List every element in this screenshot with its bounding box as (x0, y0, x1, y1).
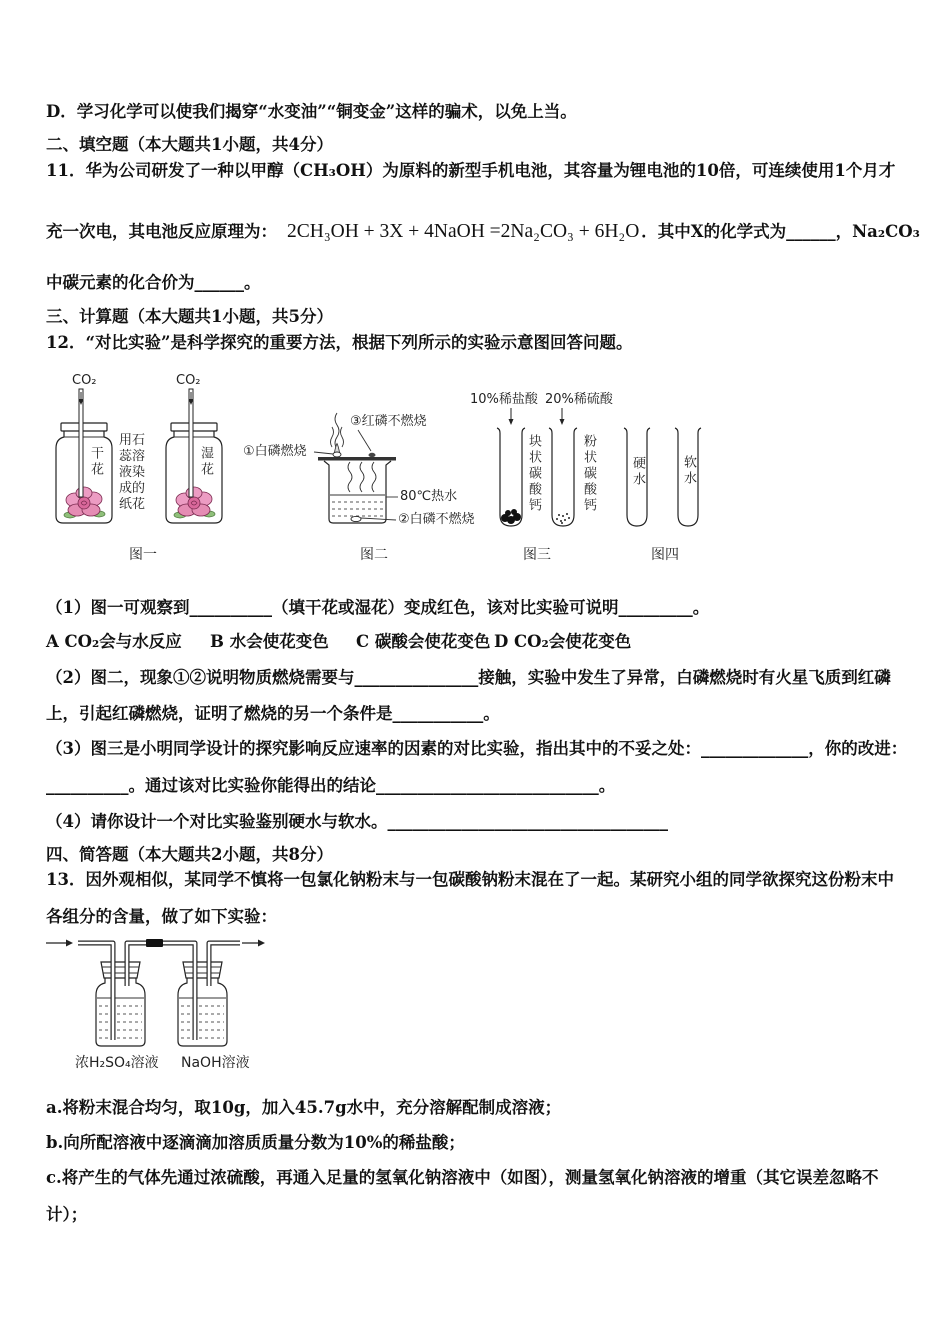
arrow-down-icon (560, 419, 565, 425)
white-phosphorus-on-plate (333, 452, 341, 457)
fig4-soft-water-label: 软水 (681, 455, 696, 487)
fig3-acid-left-label: 10%稀盐酸 (470, 392, 538, 407)
dry-flower-drawing (64, 487, 105, 518)
apparatus-label-sulfuric-acid: 浓H₂SO₄溶液 (75, 1055, 159, 1071)
sodium-hydroxide-bottle (178, 962, 227, 1046)
red-phosphorus (369, 453, 376, 457)
q11-line2 (46, 218, 920, 246)
fig1-caption: 图一 (129, 547, 157, 563)
fig4-caption: 图四 (651, 547, 679, 563)
q12-part1: （1）图一可观察到__________（填干花或湿花）变成红色，该对比实验可说明_________。 (46, 598, 710, 617)
jar-stopper (61, 423, 107, 431)
fig1-dry-flower-label: 干花 (88, 446, 103, 478)
arrow-right-icon (66, 940, 73, 947)
figure1-jar-wet (166, 389, 222, 523)
rubber-stopper (101, 962, 140, 978)
q13-line1: 13．因外观相似，某同学不慎将一包氯化钠粉末与一包碳酸钠粉末混在了一起。某研究小组的同学欲探究这份粉末中 (46, 870, 894, 889)
lump-calcium-carbonate (501, 509, 521, 524)
fig2-burning-label: ①白磷燃烧 (243, 444, 307, 459)
q13-step-c-line1: c.将产生的气体先通过浓硫酸，再通入足量的氢氧化钠溶液中（如图），测量氢氧化钠溶液的增重（其它误差忽略不 (46, 1168, 879, 1187)
gas-inlet-tube (189, 389, 193, 497)
q13-step-c-line2: 计）； (46, 1205, 88, 1224)
q11-line1: 11．华为公司研发了一种以甲醇（CH₃OH）为原料的新型手机电池，其容量为锂电池的10倍，可连续使用1个月才 (46, 161, 896, 180)
fig1-note-line: 用石 (119, 433, 146, 448)
beaker (324, 461, 391, 523)
fig3-acid-right-label: 20%稀硫酸 (545, 392, 613, 407)
q12-part3-line2: __________。通过该对比实验你能得出的结论___________________________。 (46, 776, 616, 795)
test-tube-powder (549, 428, 577, 526)
q12-option-d: D CO₂会使花变色 (494, 632, 632, 651)
wet-flower-drawing (174, 487, 215, 518)
q10-option-d: D．学习化学可以使我们揭穿“水变油”“铜变金”这样的骗术，以免上当。 (46, 102, 577, 121)
q12-part2-line2: 上，引起红磷燃烧，证明了燃烧的另一个条件是___________。 (46, 704, 500, 723)
q12-option-c: C 碳酸会使花变色 (356, 632, 491, 651)
q13-step-a: a.将粉末混合均匀，取10g，加入45.7g水中，充分溶解配制成溶液； (46, 1098, 562, 1117)
fig2-hot-water-label: 80℃热水 (400, 489, 458, 504)
fig1-note-line: 蕊溶 (119, 449, 146, 464)
fig4-hard-water-label: 硬水 (630, 456, 645, 488)
rubber-stopper (183, 962, 222, 978)
fig3-caption: 图三 (523, 547, 551, 563)
fig1-co2-right-label: CO₂ (176, 373, 201, 388)
sulfuric-acid-bottle (96, 962, 145, 1046)
arrow-down-icon (509, 419, 514, 425)
fig3-solid-right-label: 粉状碳酸钙 (581, 434, 596, 514)
fig2-submerged-label: ②白磷不燃烧 (398, 512, 475, 527)
q11-equation: 2CH₃OH + 3X + 4NaOH =2Na₂CO₃ + 6H₂O (287, 221, 640, 242)
q11-line2-suffix: ．其中X的化学式为______，Na₂CO₃ (641, 222, 920, 241)
q11-line2-prefix: 充一次电，其电池反应原理为： (46, 222, 277, 241)
apparatus-label-sodium-hydroxide: NaOH溶液 (181, 1055, 250, 1071)
q12-option-a: A CO₂会与水反应 (46, 632, 182, 651)
arrow-right-icon (258, 940, 265, 947)
q13-line2: 各组分的含量，做了如下实验： (46, 907, 277, 926)
copper-plate (318, 457, 396, 461)
q13-step-b: b.向所配溶液中逐滴滴加溶质质量分数为10%的稀盐酸； (46, 1133, 465, 1152)
jar-stopper (171, 423, 217, 431)
q12-part3-line1: （3）图三是小明同学设计的探究影响反应速率的因素的对比实验，指出其中的不妥之处：_____________，你的改进： (46, 739, 908, 758)
q12-stem: 12．“对比实验”是科学探究的重要方法，根据下列所示的实验示意图回答问题。 (46, 333, 633, 352)
q12-part4: （4）请你设计一个对比实验鉴别硬水与软水。__________________________________ (46, 812, 668, 831)
q12-option-b: B 水会使花变色 (210, 632, 329, 651)
glass-tubes (78, 943, 240, 1040)
hot-water-lines (330, 495, 385, 516)
section3-heading: 三、计算题（本大题共1小题，共5分） (46, 307, 333, 326)
fig2-red-phosphorus-label: ③红磷不燃烧 (350, 414, 427, 429)
steam-lines (348, 462, 376, 492)
section4-heading: 四、简答题（本大题共2小题，共8分） (46, 845, 333, 864)
white-phosphorus-in-water (351, 516, 361, 521)
fig1-note-line: 纸花 (119, 497, 146, 512)
gas-inlet-tube (79, 389, 83, 497)
powder-calcium-carbonate (556, 513, 570, 524)
figure1-jar-dry (56, 389, 112, 523)
rubber-tube-connector (146, 939, 163, 947)
fig3-solid-left-label: 块状碳酸钙 (526, 434, 541, 514)
fig1-wet-flower-label: 湿花 (198, 446, 213, 478)
section2-heading: 二、填空题（本大题共1小题，共4分） (46, 135, 333, 154)
fig2-caption: 图二 (360, 547, 388, 563)
q12-part2-line1: （2）图二，现象①②说明物质燃烧需要与_______________接触，实验中发生了异常，白磷燃烧时有火星飞质到红磷 (46, 668, 891, 687)
fig1-co2-left-label: CO₂ (72, 373, 97, 388)
fig1-note-line: 成的 (119, 481, 146, 496)
test-tube-lump (497, 428, 525, 526)
q11-line3: 中碳元素的化合价为______。 (46, 273, 261, 292)
fig1-note-line: 液染 (119, 465, 146, 480)
